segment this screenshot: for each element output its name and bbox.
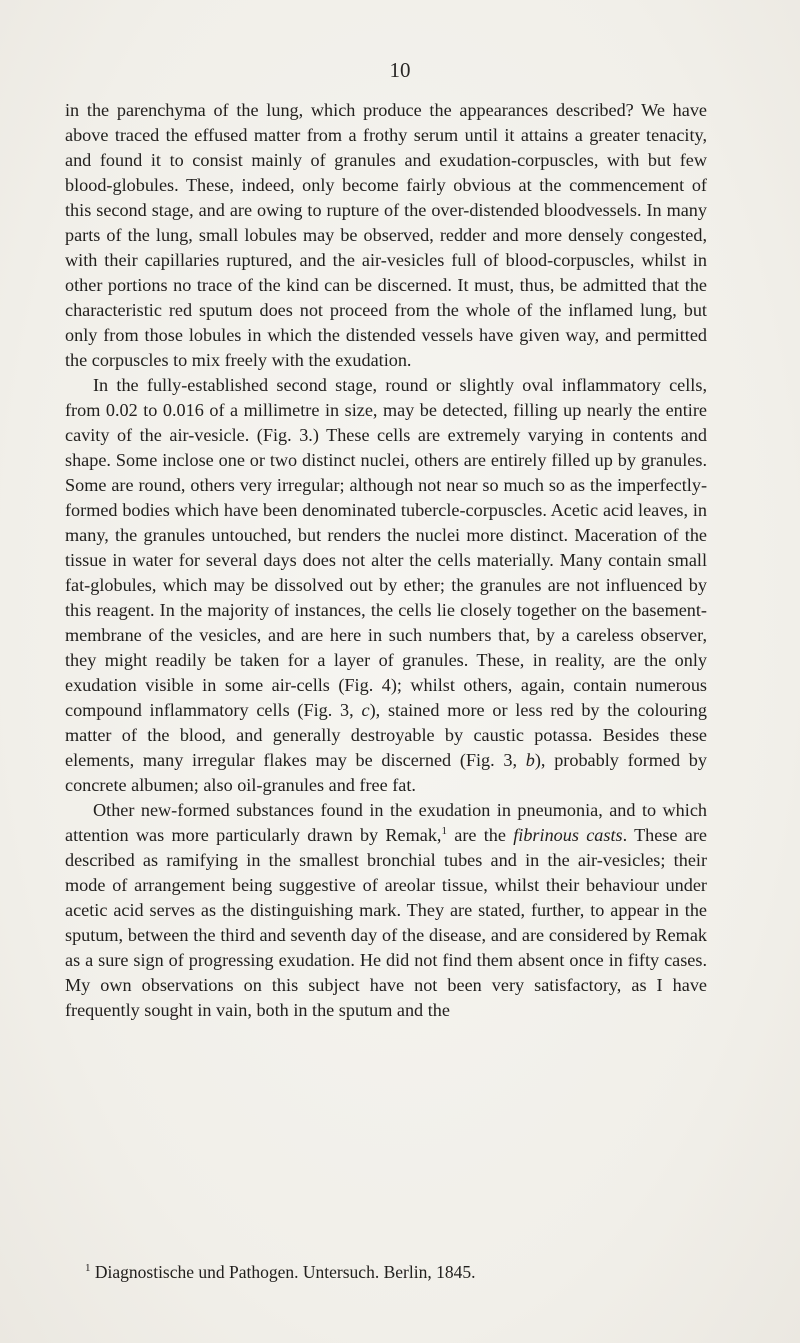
footnote-text: Diagnostische und Pathogen. Untersuch. Berlin, 1845. bbox=[90, 1262, 476, 1282]
italic-text: b bbox=[525, 750, 535, 770]
paragraph bbox=[65, 798, 707, 1023]
text-run: Other new-formed substances found in the exudation in pneumonia, and to which attention was more particularly drawn by Remak, bbox=[65, 800, 707, 845]
footnote-reference: 1 bbox=[441, 824, 447, 837]
text-run: ), probably formed by concrete albumen; also oil-granules and free fat. bbox=[65, 750, 707, 795]
paragraph bbox=[65, 373, 707, 798]
text-run: in the parenchyma of the lung, which produce the appearances described? We have above traced the effused matter from a frothy serum until it attains a greater tenacity, and found it to consist mainly of granules and exudation-corpuscles, with but few blood-globules. These, indeed, only become fairly obvious at the commencement of this second stage, and are owing to rupture of the over-distended bloodvessels. In many parts of the lung, small lobules may be observed, redder and more densely congested, with their capillaries ruptured, and the air-vesicles full of blood-corpuscles, whilst in other portions no trace of the kind can be discerned. It must, thus, be admitted that the characteristic red sputum does not proceed from the whole of the inflamed lung, but only from those lobules in which the distended vessels have given way, and permitted the corpuscles to mix freely with the exudation. bbox=[65, 100, 707, 370]
text-run: In the fully-established second stage, round or slightly oval inflammatory cells, from 0.02 to 0.016 of a millimetre in size, may be detected, filling up nearly the entire cavity of the air-vesicle. (Fig. 3.) These cells are extremely varying in contents and shape. Some inclose one or two distinct nuclei, others are entirely filled up by granules. Some are round, others very irregular; although not near so much so as the imperfectly-formed bodies which have been denominated tubercle-corpuscles. Acetic acid leaves, in many, the granules untouched, but renders the nuclei more distinct. Maceration of the tissue in water for several days does not alter the cells materially. Many contain small fat-globules, which may be dissolved out by ether; the granules are not influenced by this reagent. In the majority of instances, the cells lie closely together on the basement-membrane of the vesicles, and are here in such numbers that, by a careless observer, they might readily be taken for a layer of granules. These, in reality, are the only exudation visible in some air-cells (Fig. 4); whilst others, again, contain numerous compound inflammatory cells (Fig. 3, bbox=[65, 375, 707, 720]
italic-text: fibrinous casts bbox=[513, 825, 623, 845]
body-text bbox=[65, 98, 707, 1023]
text-run: . These are described as ramifying in the smallest bronchial tubes and in the air-vesicles; their mode of arrangement being suggestive of areolar tissue, whilst their behaviour under acetic acid serves as the distinguishing mark. They are stated, further, to appear in the sputum, between the third and seventh day of the disease, and are considered by Remak as a sure sign of progressing exudation. He did not find them absent once in fifty cases. My own observations on this subject have not been very satisfactory, as I have frequently sought in vain, both in the sputum and the bbox=[65, 825, 707, 1020]
paragraph bbox=[65, 98, 707, 373]
footnote bbox=[85, 1261, 725, 1283]
text-run: ), stained more or less red by the colouring matter of the blood, and generally destroyable by caustic potassa. Besides these elements, many irregular flakes may be discerned (Fig. 3, bbox=[65, 700, 707, 770]
text-run: are the bbox=[446, 825, 514, 845]
page-number: 10 bbox=[389, 58, 411, 82]
footnote-marker: 1 bbox=[85, 1262, 91, 1275]
italic-text: c bbox=[361, 700, 370, 720]
